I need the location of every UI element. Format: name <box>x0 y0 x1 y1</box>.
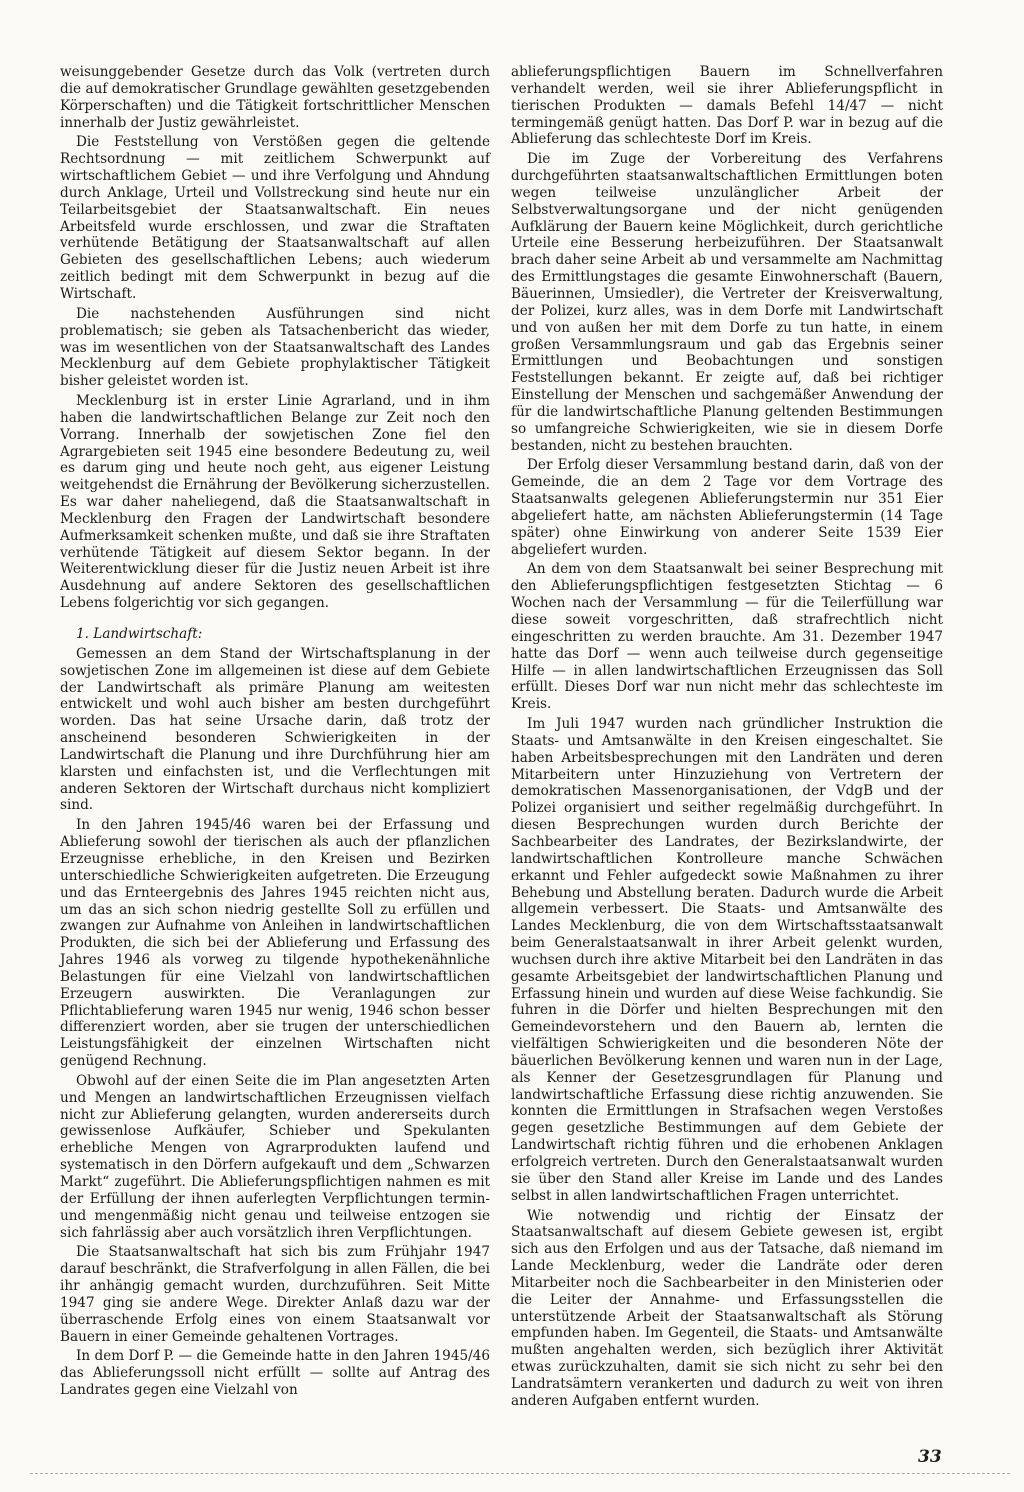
paragraph: Die nachstehenden Ausführungen sind nicht problematisch; sie geben als Tatsachenbericht das wieder, was im wesentlichen von der Staatsanwaltschaft des Landes Mecklenburg auf dem Gebiete prophylaktischer Tätigkeit bisher geleistet worden ist. <box>60 305 490 390</box>
right-column <box>511 64 943 1413</box>
left-column <box>60 64 490 1402</box>
paragraph: In den Jahren 1945/46 waren bei der Erfassung und Ablieferung sowohl der tierischen als auch der pflanzlichen Erzeugnisse erhebliche, in den Kreisen und Bezirken unterschiedliche Schwierigkeiten aufgetreten. Die Erzeugung und das Ernteergebnis des Jahres 1945 reichten nicht aus, um das an sich schon niedrig gestellte Soll zu erfüllen und zwangen zur Aufnahme von Anleihen in landwirtschaftlichen Produkten, die sich bei der Ablieferung und Erfassung des Jahres 1946 als vorweg zu tilgende hypothekenähnliche Belastungen für eine Vielzahl von landwirtschaftlichen Erzeugern auswirkten. Die Veranlagungen zur Pflichtablieferung waren 1945 nur wenig, 1946 schon besser differenziert worden, aber sie trugen der unterschiedlichen Leistungsfähigkeit der einzelnen Wirtschaften nicht genügend Rechnung. <box>60 817 490 1070</box>
paragraph: In dem Dorf P. — die Gemeinde hatte in den Jahren 1945/46 das Ablieferungssoll nicht erfüllt — sollte auf Antrag des Landrates gegen eine Vielzahl von <box>60 1348 490 1399</box>
paragraph: Gemessen an dem Stand der Wirtschaftsplanung in der sowjetischen Zone im allgemeinen ist diese auf dem Gebiete der Landwirtschaft als primäre Planung am weitesten entwickelt und wohl auch bisher am besten durchgeführt worden. Das hat seine Ursache darin, daß trotz der anscheinend besonderen Schwierigkeiten in der Landwirtschaft die Planung und ihre Durchführung hier am klarsten und einfachsten ist, und die Verflechtungen mit anderen Sektoren der Wirtschaft durchaus nicht kompliziert sind. <box>60 645 490 814</box>
paragraph: Die Staatsanwaltschaft hat sich bis zum Frühjahr 1947 darauf beschränkt, die Strafverfolgung in allen Fällen, die bei ihr anhängig gemacht wurden, durchzuführen. Seit Mitte 1947 ging sie andere Wege. Direkter Anlaß dazu war der überraschende Erfolg eines von einem Staatsanwalt vor Bauern in einer Gemeinde gehaltenen Vortrages. <box>60 1244 490 1345</box>
paragraph: Wie notwendig und richtig der Einsatz der Staatsanwaltschaft auf diesem Gebiete gewesen ist, ergibt sich aus den Erfolgen und aus der Tatsache, daß niemand im Lande Mecklenburg, weder die Landräte oder deren Mitarbeiter noch die Sachbearbeiter in den Ministerien oder die Leiter der Annahme- und Erfassungsstellen die unterstützende Arbeit der Staatsanwaltschaft als Störung empfunden haben. Im Gegenteil, die Staats- und Amtsanwälte mußten angehalten werden, sich bezüglich ihrer Aktivität etwas zurückzuhalten, damit sie sich nicht zu sehr bei den Landratsämtern verankerten und dadurch zu weit von ihren anderen Aufgaben entfernt wurden. <box>511 1207 943 1409</box>
paragraph: Im Juli 1947 wurden nach gründlicher Instruktion die Staats- und Amtsanwälte in den Kreisen eingeschaltet. Sie haben Arbeitsbesprechungen mit den Landräten und deren Mitarbeitern unter Hinzuziehung von Vertretern der demokratischen Massenorganisationen, der VdgB und der Polizei organisiert und seither regelmäßig durchgeführt. In diesen Besprechungen wurden durch Berichte der Sachbearbeiter des Landrates, der Bezirkslandwirte, der landwirtschaftlichen Kontrolleure manche Schwächen erkannt und Fehler aufgedeckt sowie Maßnahmen zu ihrer Behebung und Abstellung beraten. Dadurch wurde die Arbeit allgemein verbessert. Die Staats- und Amtsanwälte des Landes Mecklenburg, die von dem Wirtschaftsstaatsanwalt beim Generalstaatsanwalt in ihrer Arbeit gelenkt wurden, wuchsen durch ihre aktive Mitarbeit bei den Landräten in das gesamte Arbeitsgebiet der landwirtschaftlichen Planung und Erfassung hinein und wurden auf diese Weise fachkundig. Sie fuhren in die Dörfer und hielten Besprechungen mit den Gemeindevorstehern und den Bauern ab, lernten die vielfältigen Schwierigkeiten und die besonderen Nöte der bäuerlichen Bevölkerung kennen und waren nun in der Lage, als Kenner der Gesetzesgrundlagen für Planung und landwirtschaftliche Erfassung diese richtig anzuwenden. Sie konnten die Ermittlungen in Strafsachen wegen Verstoßes gegen gesetzliche Bestimmungen auf dem Gebiete der Landwirtschaft richtig führen und die erhobenen Anklagen erfolgreich vertreten. Durch den Generalstaatsanwalt wurden sie über den Stand aller Kreise im Lande und des Landes selbst in allen landwirtschaftlichen Fragen unterrichtet. <box>511 716 943 1204</box>
paragraph: An dem von dem Staatsanwalt bei seiner Besprechung mit den Ablieferungspflichtigen festgesetzten Stichtag — 6 Wochen nach der Versammlung — für die Teilerfüllung war diese soweit vorgeschritten, daß strafrechtlich nicht eingeschritten zu werden brauchte. Am 31. Dezember 1947 hatte das Dorf — wenn auch teilweise durch gegenseitige Hilfe — in allen landwirtschaftlichen Erzeugnissen das Soll erfüllt. Dieses Dorf war nun nicht mehr das schlechteste im Kreis. <box>511 561 943 713</box>
paragraph: Die Feststellung von Verstößen gegen die geltende Rechtsordnung — mit zeitlichem Schwerpunkt auf wirtschaftlichem Gebiet — und ihre Verfolgung und Ahndung durch Anklage, Urteil und Vollstreckung sind heute nur ein Teilarbeitsgebiet der Staatsanwaltschaft. Ein neues Arbeitsfeld wurde erschlossen, und zwar die Straftaten verhütende Betätigung der Staatsanwaltschaft auf allen Gebieten des gesellschaftlichen Lebens; auch wiederum zeitlich bedingt mit dem Schwerpunkt in bezug auf die Wirtschaft. <box>60 134 490 302</box>
paragraph: Die im Zuge der Vorbereitung des Verfahrens durchgeführten staatsanwaltschaftlichen Ermittlungen boten wegen teilweise unzulänglicher Arbeit der Selbstverwaltungsorgane und der nicht genügenden Aufklärung der Bauern keine Möglichkeit, durch gerichtliche Urteile eine Besserung herbeizuführen. Der Staatsanwalt brach daher seine Arbeit ab und versammelte am Nachmittag des Ermittlungstages die gesamte Einwohnerschaft (Bauern, Bäuerinnen, Umsiedler), die Vertreter der Kreisverwaltung, der Polizei, kurz alles, was in dem Dorfe mit Landwirtschaft und von außen her mit dem Dorfe zu tun hatte, in einem großen Versammlungsraum und gab das Ergebnis seiner Ermittlungen und Beobachtungen und sonstigen Feststellungen bekannt. Er zeigte auf, daß bei richtiger Einstellung der Menschen und sachgemäßer Anwendung der für die landwirtschaftliche Planung geltenden Bestimmungen so umfangreiche Schwierigkeiten, wie sie in diesem Dorfe bestanden, nicht zu bestehen brauchten. <box>511 151 943 454</box>
paragraph: Mecklenburg ist in erster Linie Agrarland, und in ihm haben die landwirtschaftlichen Belange zur Zeit noch den Vorrang. Innerhalb der sowjetischen Zone fiel den Agrargebieten seit 1945 eine besondere Bedeutung zu, weil es darum ging und heute noch geht, aus eigener Leistung weitgehendst die Ernährung der Bevölkerung sicherzustellen. Es war daher naheliegend, daß die Staatsanwaltschaft in Mecklenburg den Fragen der Landwirtschaft besondere Aufmerksamkeit schenken mußte, und daß sie ihre Straftaten verhütende Tätigkeit auf diesem Sektor begann. In der Weiterentwicklung dieser für die Justiz neuen Arbeit ist ihre Ausdehnung auf andere Sektoren des gesellschaftlichen Lebens folgerichtig vor sich gegangen. <box>60 393 490 612</box>
paragraph: Der Erfolg dieser Versammlung bestand darin, daß von der Gemeinde, die an dem 2 Tage vor dem Vortrage des Staatsanwalts gelegenen Ablieferungstermin nur 351 Eier abgeliefert hatte, am nächsten Ablieferungstermin (14 Tage später) ohne Einwirkung von anderer Seite 1539 Eier abgeliefert wurden. <box>511 457 943 558</box>
section-heading: 1. Landwirtschaft: <box>76 626 203 642</box>
paragraph: ablieferungspflichtigen Bauern im Schnellverfahren verhandelt werden, weil sie ihrer Ablieferungspflicht in tierischen Produkten — damals Befehl 14/47 — nicht termingemäß genügt hatten. Das Dorf P. war in bezug auf die Ablieferung das schlechteste Dorf im Kreis. <box>511 64 943 148</box>
page-number: 33 <box>918 1447 942 1467</box>
bottom-rule <box>30 1473 1010 1474</box>
paragraph: weisunggebender Gesetze durch das Volk (vertreten durch die auf demokratischer Grundlage gewählten gesetzgebenden Körperschaften) und die Tätigkeit fortschrittlicher Menschen innerhalb der Justiz gewährleistet. <box>60 64 490 131</box>
paragraph: Obwohl auf der einen Seite die im Plan angesetzten Arten und Mengen an landwirtschaftlichen Erzeugnissen vielfach nicht zur Ablieferung gelangten, wurden andererseits durch gewissenlose Aufkäufer, Schieber und Spekulanten erhebliche Mengen von Agrarprodukten laufend und systematisch in den Dörfern aufgekauft und dem „Schwarzen Markt“ zugeführt. Die Ablieferungspflichtigen nahmen es mit der Erfüllung der ihnen auferlegten Verpflichtungen termin- und mengenmäßig nicht genau und teilweise entzogen sie sich fahrlässig aber auch vorsätzlich ihren Verpflichtungen. <box>60 1072 490 1241</box>
